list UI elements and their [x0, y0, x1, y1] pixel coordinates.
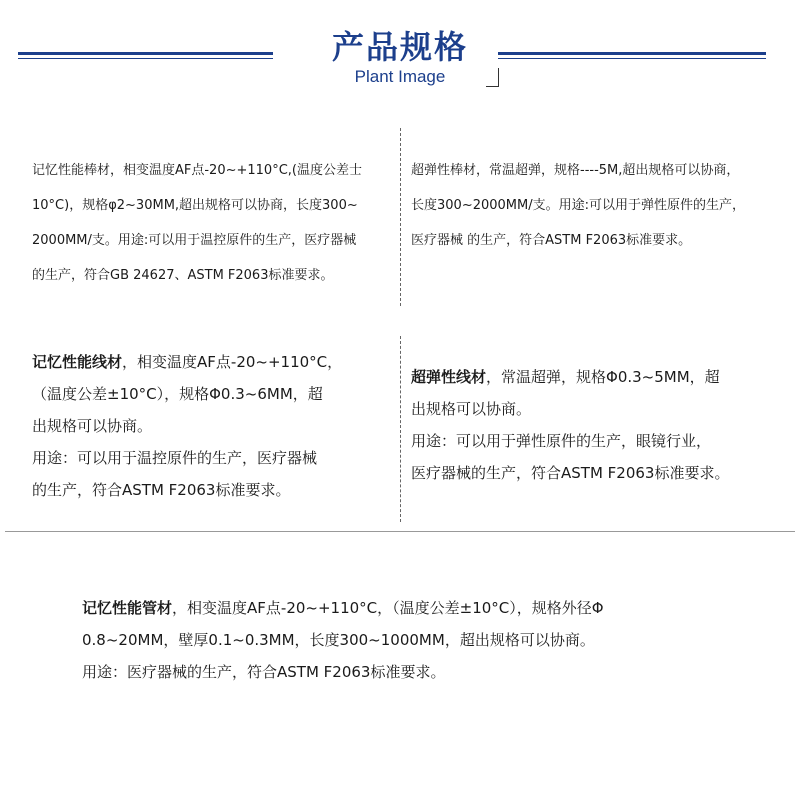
text-line: 医疗器械的生产，符合ASTM F2063标准要求。 — [411, 464, 730, 482]
text-segment: ，相变温度AF点-20~+110°C， — [122, 353, 343, 371]
superelastic-bar-description — [411, 153, 745, 258]
text-line: 的生产，符合GB 24627、ASTM F2063标准要求。 — [32, 268, 334, 283]
bar-material-description — [32, 153, 362, 293]
superelastic-wire-description — [411, 361, 729, 489]
text-line: 记忆性能棒材，相变温度AF点-20~+110°C,(温度公差士 — [32, 163, 362, 178]
wire-material-description — [32, 346, 342, 506]
product-name: 记忆性能管材 — [82, 599, 173, 617]
text-line: 用途：可以用于温控原件的生产，医疗器械 — [32, 449, 318, 467]
text-line: 长度300~2000MM/支。用途:可以用于弹性原件的生产， — [411, 198, 745, 213]
section-divider — [5, 531, 795, 532]
product-name: 超弹性线材 — [411, 368, 487, 386]
vertical-divider-top — [400, 128, 401, 306]
text-line — [32, 346, 342, 378]
text-line: 用途：可以用于弹性原件的生产，眼镜行业， — [411, 432, 712, 450]
corner-decoration — [486, 68, 499, 87]
text-line: 2000MM/支。用途:可以用于温控原件的生产，医疗器械 — [32, 233, 357, 248]
text-line — [82, 592, 604, 624]
page-subtitle: Plant Image — [354, 67, 446, 86]
vertical-divider-middle — [400, 336, 401, 522]
text-segment: ，相变温度AF点-20~+110°C，（温度公差±10°C），规格外径Φ — [172, 599, 604, 617]
text-line — [411, 361, 729, 393]
text-line: 超弹性棒材，常温超弹，规格----5M,超出规格可以协商， — [411, 163, 740, 178]
page-title: 产品规格 — [331, 28, 468, 66]
product-name: 记忆性能线材 — [32, 353, 123, 371]
text-segment: ，常温超弹，规格Φ0.3~5MM，超 — [486, 368, 720, 386]
tube-material-description — [82, 592, 604, 688]
text-line: 10°C)，规格φ2~30MM,超出规格可以协商，长度300~ — [32, 198, 358, 213]
text-line: （温度公差±10°C），规格Φ0.3~6MM，超 — [32, 385, 323, 403]
text-line: 医疗器械 的生产，符合ASTM F2063标准要求。 — [411, 233, 692, 248]
text-line: 出规格可以协商。 — [32, 417, 153, 435]
text-line: 0.8~20MM，壁厚0.1~0.3MM，长度300~1000MM，超出规格可以协商。 — [82, 631, 595, 649]
text-line: 的生产，符合ASTM F2063标准要求。 — [32, 481, 291, 499]
text-line: 出规格可以协商。 — [411, 400, 532, 418]
text-line: 用途：医疗器械的生产，符合ASTM F2063标准要求。 — [82, 663, 446, 681]
